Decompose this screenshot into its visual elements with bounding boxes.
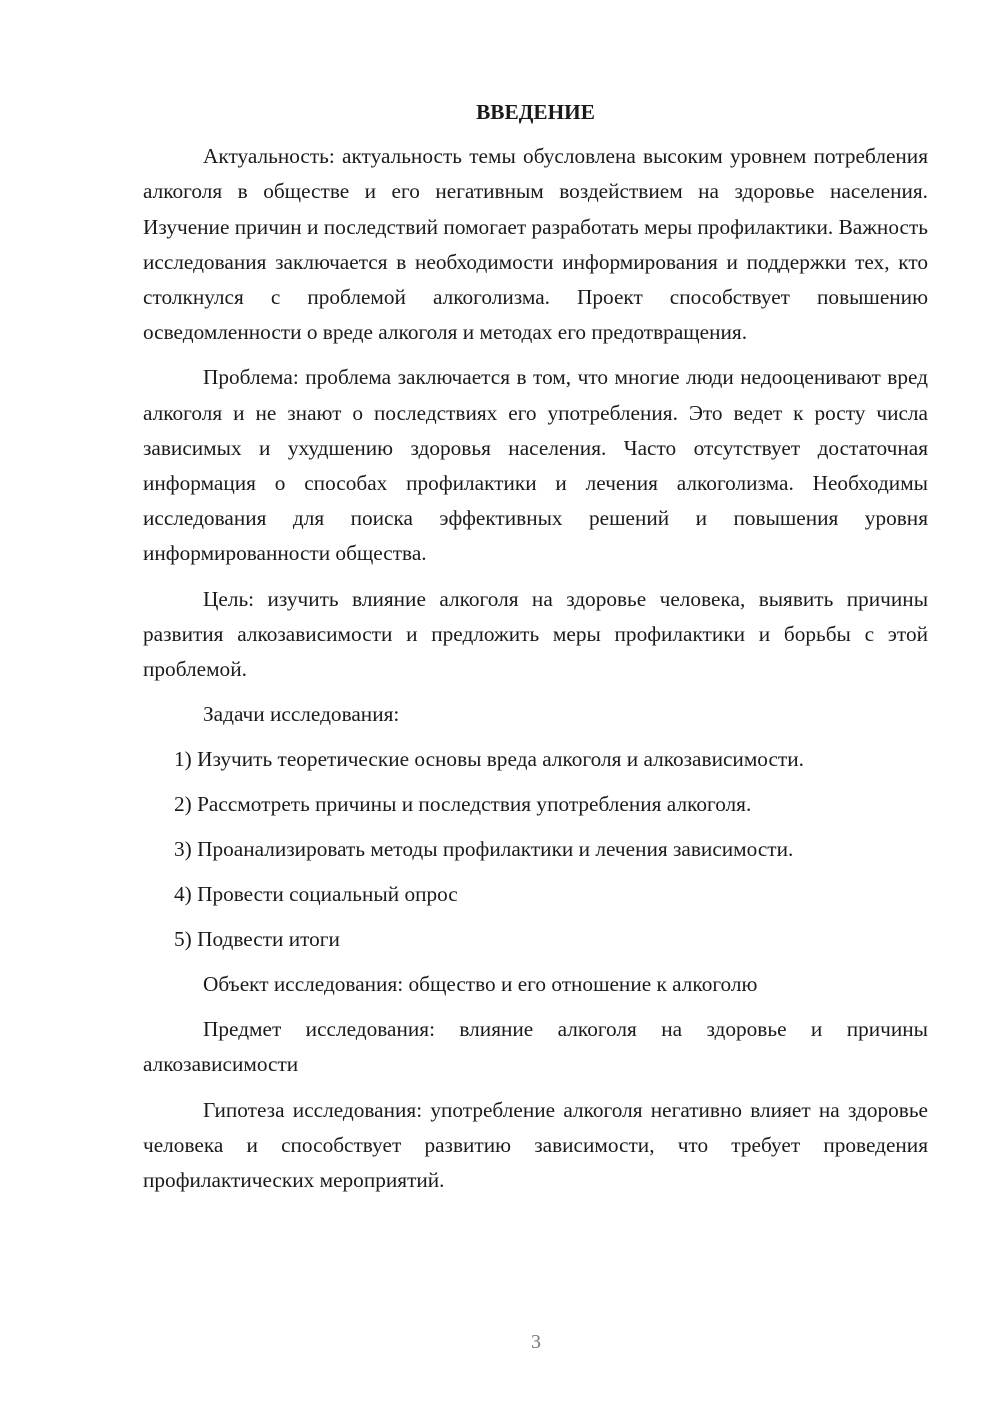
tasks-heading: Задачи исследования: [203, 702, 400, 727]
problem-paragraph: Проблема: проблема заключается в том, что многие люди недооценивают вред алкоголя и не знают о последствиях его употребления. Это ведет к росту числа зависимых и ухудшению здоровья населения. Часто отсутствует достаточная информация о способах профилактики и лечения алкоголизма. Необходимы исследования для поиска эффективных решений и повышения уровня информированности общества. [143, 365, 928, 566]
page-title: ВВЕДЕНИЕ [476, 100, 595, 124]
object-paragraph: Объект исследования: общество и его отношение к алкоголю [203, 972, 758, 997]
page-number: 3 [531, 1331, 541, 1353]
list-item: 2) Рассмотреть причины и последствия употребления алкоголя. [174, 792, 752, 817]
list-item: 4) Провести социальный опрос [174, 882, 458, 907]
tasks-list [143, 742, 928, 957]
list-item: 1) Изучить теоретические основы вреда алкоголя и алкозависимости. [174, 747, 804, 772]
subject-paragraph: Предмет исследования: влияние алкоголя на здоровье и причины алкозависимости [143, 1017, 928, 1077]
hypothesis-paragraph: Гипотеза исследования: употребление алкоголя негативно влияет на здоровье человека и способствует развитию зависимости, что требует проведения профилактических мероприятий. [143, 1097, 928, 1193]
list-item: 3) Проанализировать методы профилактики и лечения зависимости. [174, 837, 794, 862]
list-item: 5) Подвести итоги [174, 927, 340, 952]
relevance-paragraph: Актуальность: актуальность темы обусловлена высоким уровнем потребления алкоголя в обществе и его негативным воздействием на здоровье населения. Изучение причин и последствий помогает разработать меры профилактики. Важность исследования заключается в необходимости информирования и поддержки тех, кто столкнулся с проблемой алкоголизма. Проект способствует повышению осведомленности о вреде алкоголя и методах его предотвращения. [143, 144, 928, 345]
document-page [143, 95, 928, 1208]
goal-paragraph: Цель: изучить влияние алкоголя на здоровье человека, выявить причины развития алкозависимости и предложить меры профилактики и борьбы с этой проблемой. [143, 586, 928, 682]
